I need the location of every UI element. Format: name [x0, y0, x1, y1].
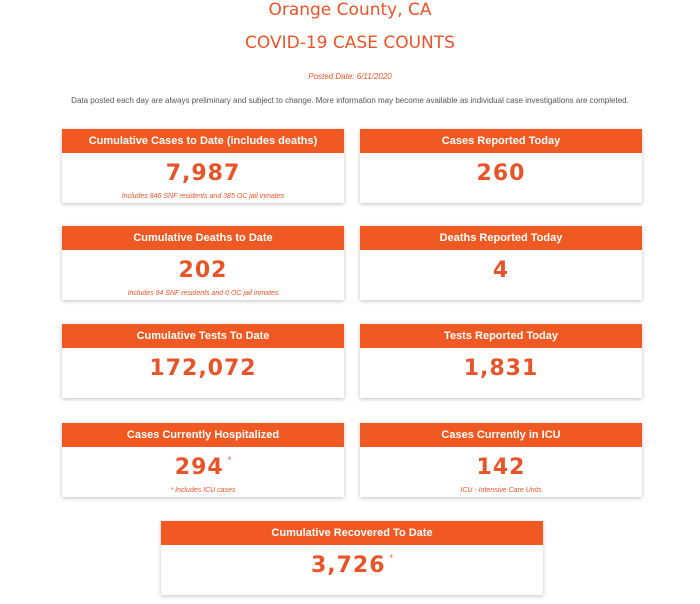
card-value: 172,072	[149, 356, 257, 381]
card-value: 4	[492, 258, 510, 283]
card-tests-today	[360, 324, 642, 398]
card-value: 1,831	[463, 356, 539, 381]
disclaimer-text: Data posted each day are always preliminary and subject to change. More information may become available as individual case investigations are completed.	[71, 96, 629, 105]
card-value: 294	[174, 455, 224, 480]
card-note: Includes 94 SNF residents and 0 OC jail inmates	[127, 290, 279, 297]
card-value: 202	[178, 258, 228, 283]
card-note: Includes 846 SNF residents and 385 OC jail inmates	[121, 193, 285, 200]
card-value: 3,726	[310, 553, 386, 578]
card-value: 142	[476, 455, 526, 480]
card-deaths-today	[360, 226, 642, 300]
card-recovered	[161, 521, 543, 595]
card-cases-today	[360, 129, 642, 203]
card-header: Cases Reported Today	[360, 129, 642, 153]
card-header: Cumulative Tests To Date	[62, 324, 344, 348]
card-header: Tests Reported Today	[360, 324, 642, 348]
card-cumulative-tests	[62, 324, 344, 398]
asterisk-marker: *	[389, 553, 394, 563]
card-header: Cumulative Cases to Date (includes deaths)	[62, 129, 344, 153]
card-note: ICU - Intensive Care Units	[460, 487, 542, 494]
card-note: * Includes ICU cases	[170, 487, 236, 494]
posted-date: Posted Date: 6/11/2020	[308, 72, 392, 81]
asterisk-marker: *	[227, 455, 232, 465]
page-title-location: Orange County, CA	[268, 0, 432, 20]
page-title: COVID-19 CASE COUNTS	[245, 33, 455, 53]
card-cumulative-deaths	[62, 226, 344, 300]
card-header: Cumulative Recovered To Date	[161, 521, 543, 545]
card-icu	[360, 423, 642, 497]
card-header: Cumulative Deaths to Date	[62, 226, 344, 250]
card-header: Cases Currently Hospitalized	[62, 423, 344, 447]
card-value: 7,987	[165, 161, 241, 186]
card-cumulative-cases	[62, 129, 344, 203]
card-header: Cases Currently in ICU	[360, 423, 642, 447]
card-hospitalized	[62, 423, 344, 497]
card-header: Deaths Reported Today	[360, 226, 642, 250]
card-value: 260	[476, 161, 526, 186]
